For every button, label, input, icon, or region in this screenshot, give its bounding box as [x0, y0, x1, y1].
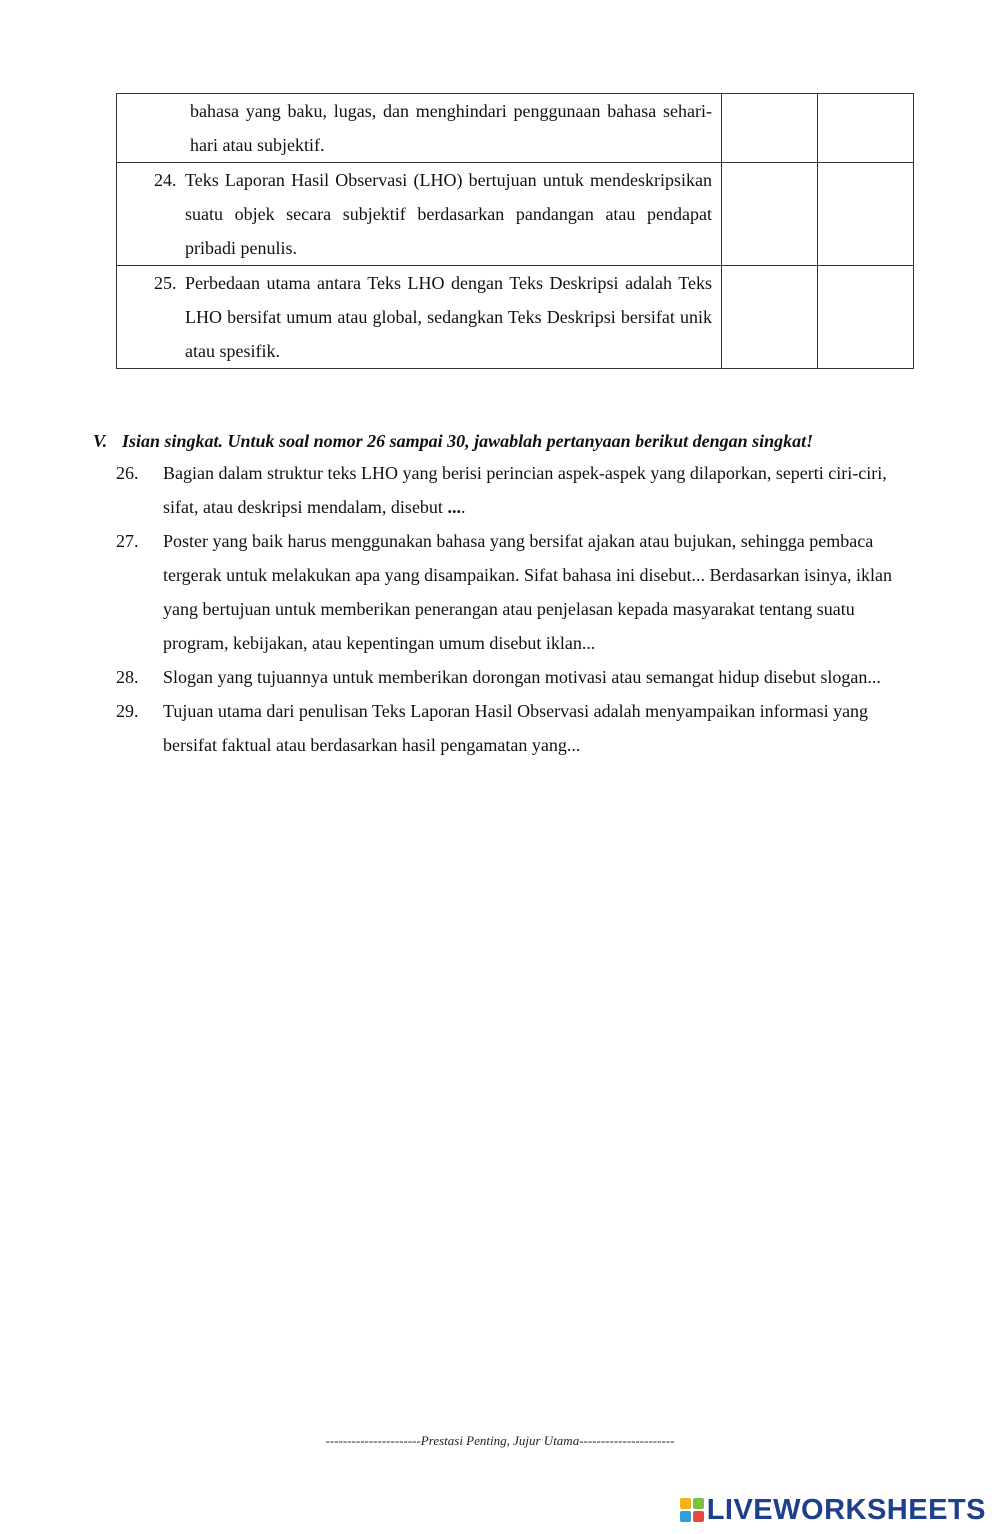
question-number: 26.	[116, 463, 139, 483]
logo-square-green	[693, 1498, 704, 1509]
statement-text: Perbedaan utama antara Teks LHO dengan Teks Deskripsi adalah Teks LHO bersifat umum atau global, sedangkan Teks Deskripsi bersifat unik atau spesifik.	[185, 273, 712, 361]
question-text: Poster yang baik harus menggunakan bahasa yang bersifat ajakan atau bujukan, sehingga pembaca tergerak untuk melakukan apa yang disampaikan. Sifat bahasa ini disebut... Berdasarkan isinya, iklan yang bertujuan untuk memberikan penerangan atau penjelasan kepada masyarakat tentang suatu program, kebijakan, atau kepentingan umum disebut iklan...	[163, 531, 892, 653]
question-tail: .	[460, 497, 466, 517]
statement-text: Teks Laporan Hasil Observasi (LHO) bertujuan untuk mendeskripsikan suatu objek secara subjektif berdasarkan pandangan atau pendapat pribadi penulis.	[185, 170, 712, 258]
statement-cell	[117, 163, 722, 266]
section-instruction: Isian singkat. Untuk soal nomor 26 sampai 30, jawablah pertanyaan berikut dengan singkat!	[122, 431, 814, 451]
answer-cell-true[interactable]	[722, 266, 818, 369]
statement-table	[116, 93, 914, 369]
question-item	[116, 456, 916, 524]
logo-square-blue	[680, 1511, 691, 1522]
answer-cell-true[interactable]	[722, 163, 818, 266]
statement-cell	[117, 94, 722, 163]
section-v-heading	[93, 424, 813, 458]
statement-row	[117, 266, 914, 369]
question-text: Slogan yang tujuannya untuk memberikan dorongan motivasi atau semangat hidup disebut slogan...	[163, 667, 881, 687]
answer-blank[interactable]: ...	[447, 497, 461, 517]
statement-row	[117, 163, 914, 266]
liveworksheets-logo-icon	[680, 1498, 704, 1522]
question-item	[116, 660, 916, 694]
answer-cell-false[interactable]	[818, 94, 914, 163]
statement-row	[117, 94, 914, 163]
short-answer-list	[116, 456, 916, 762]
logo-square-yellow	[680, 1498, 691, 1509]
question-item	[116, 694, 916, 762]
question-text	[163, 463, 887, 517]
question-body: Bagian dalam struktur teks LHO yang berisi perincian aspek-aspek yang dilaporkan, seperti ciri-ciri, sifat, atau deskripsi mendalam, disebut	[163, 463, 887, 517]
answer-cell-false[interactable]	[818, 266, 914, 369]
statement-number: 24.	[154, 170, 177, 190]
statement-text: bahasa yang baku, lugas, dan menghindari penggunaan bahasa sehari-hari atau subjektif.	[190, 101, 712, 155]
section-number: V.	[93, 431, 108, 451]
logo-square-red	[693, 1511, 704, 1522]
question-number: 28.	[116, 667, 139, 687]
brand-name: LIVEWORKSHEETS	[706, 1493, 986, 1526]
footer-motto: ----------------------Prestasi Penting, Jujur Utama----------------------	[325, 1433, 675, 1448]
statement-number: 25.	[154, 273, 177, 293]
question-number: 27.	[116, 531, 139, 551]
answer-cell-false[interactable]	[818, 163, 914, 266]
question-text: Tujuan utama dari penulisan Teks Laporan Hasil Observasi adalah menyampaikan informasi yang bersifat faktual atau berdasarkan hasil pengamatan yang...	[163, 701, 869, 755]
statement-cell	[117, 266, 722, 369]
answer-cell-true[interactable]	[722, 94, 818, 163]
question-item	[116, 524, 916, 660]
question-number: 29.	[116, 701, 139, 721]
liveworksheets-brand[interactable]	[680, 1494, 986, 1526]
